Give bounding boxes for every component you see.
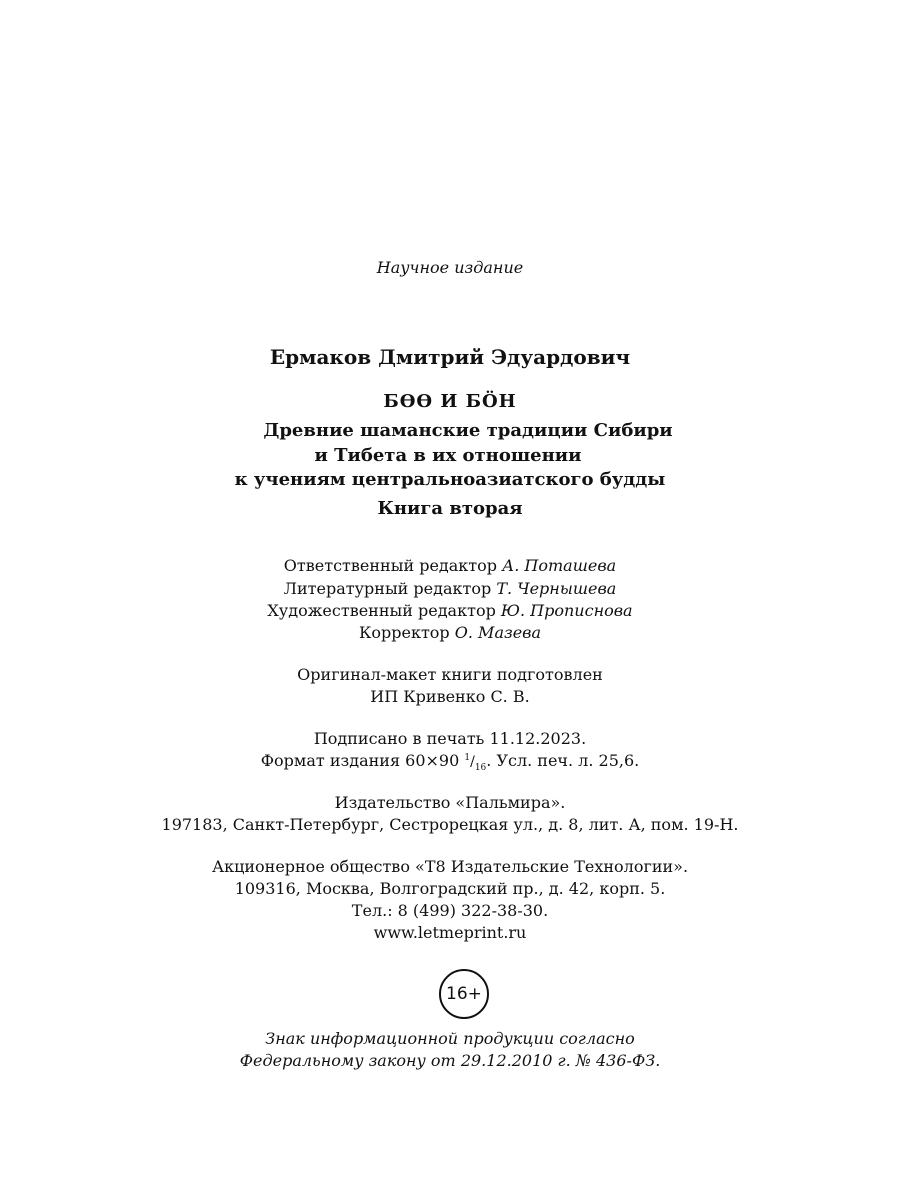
- subtitle-line: Древние шаманские традиции Сибири: [263, 420, 673, 441]
- credit-line: [0, 603, 900, 619]
- layout-credit-line: Оригинал-макет книги подготовлен: [297, 665, 603, 684]
- credit-line: [0, 581, 900, 597]
- credit-role: Литературный редактор: [283, 579, 492, 598]
- credit-person: Ю. Прописнова: [500, 601, 633, 620]
- fraction-denominator: 16: [474, 763, 487, 773]
- credit-role: Художественный редактор: [267, 601, 496, 620]
- credit-role: Ответственный редактор: [283, 556, 498, 575]
- format-prefix: Формат издания 60×90: [260, 751, 460, 770]
- format-line: [0, 753, 900, 773]
- age-rating-badge: 16+: [439, 969, 489, 1019]
- layout-credit-line: ИП Кривенко С. В.: [370, 687, 530, 706]
- book-title: БӨӨ И БӦН: [383, 391, 517, 412]
- printer-address: 109316, Москва, Волгоградский пр., д. 42, корп. 5.: [234, 879, 666, 898]
- credit-person: Т. Чернышева: [496, 579, 617, 598]
- volume-label: Книга вторая: [377, 498, 523, 519]
- signed-to-print: Подписано в печать 11.12.2023.: [313, 729, 587, 748]
- credit-role: Корректор: [358, 623, 450, 642]
- credit-line: [0, 558, 900, 574]
- printer-website: www.letmeprint.ru: [373, 923, 527, 942]
- printer-phone: Тел.: 8 (499) 322-38-30.: [351, 901, 549, 920]
- credit-person: О. Мазева: [454, 623, 542, 642]
- printer-line: Акционерное общество «Т8 Издательские Технологии».: [211, 857, 689, 876]
- rating-notice-line: Знак информационной продукции согласно: [265, 1029, 635, 1048]
- edition-type: Научное издание: [376, 258, 524, 277]
- publisher-address: 197183, Санкт-Петербург, Сестрорецкая ул., д. 8, лит. А, пом. 19-Н.: [161, 815, 739, 834]
- format-suffix: . Усл. печ. л. 25,6.: [486, 751, 640, 770]
- subtitle-line: к учениям центральноазиатского будды: [234, 469, 666, 490]
- credit-person: А. Поташева: [502, 556, 617, 575]
- fraction-numerator: 1: [464, 753, 471, 763]
- subtitle-line: и Тибета в их отношении: [314, 445, 582, 466]
- author-name: Ермаков Дмитрий Эдуардович: [269, 345, 631, 369]
- rating-notice-line: Федеральному закону от 29.12.2010 г. № 436-ФЗ.: [239, 1051, 661, 1070]
- publisher-line: Издательство «Пальмира».: [334, 793, 566, 812]
- format-fraction: $^1/_{16}$: [464, 753, 487, 773]
- credit-line: [0, 625, 900, 641]
